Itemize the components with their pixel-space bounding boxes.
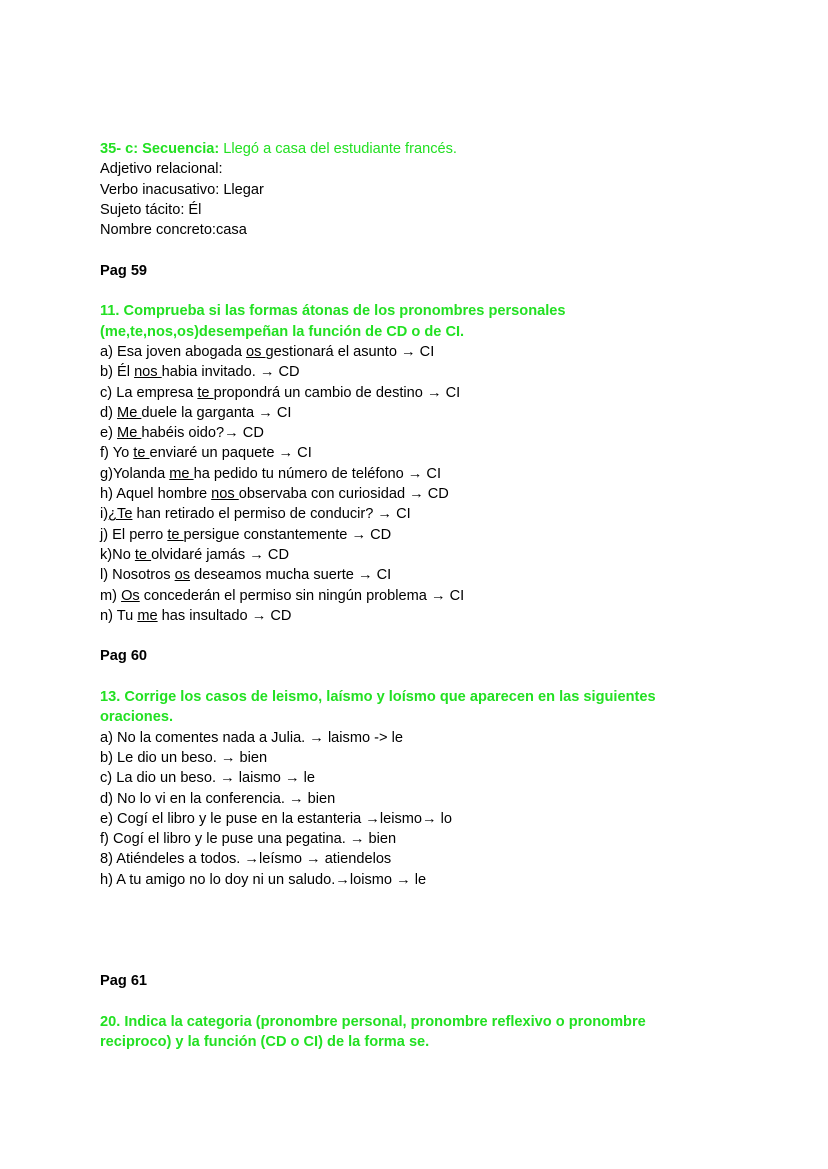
pronoun: te: [167, 526, 184, 543]
pronoun: me: [137, 607, 158, 624]
pronoun: Me: [117, 425, 142, 442]
page-label-61: Pag 61: [100, 973, 148, 990]
exercise-20-title-cont: reciproco) y la función (CD o CI) de la forma se.: [100, 1034, 430, 1051]
pronoun: ¿Te: [108, 506, 133, 523]
document-page: [100, 139, 800, 1052]
list-item: m) Os concederán el permiso sin ningún problema → CI: [100, 587, 465, 604]
list-item: f) Cogí el libro y le puse una pegatina. → bien: [100, 831, 397, 848]
pronoun: te: [197, 384, 214, 401]
pronoun: nos: [134, 364, 162, 381]
list-item: b) Él nos habia invitado. → CD: [100, 364, 300, 381]
page-label-59: Pag 59: [100, 262, 148, 279]
analysis-line: Adjetivo relacional:: [100, 161, 223, 178]
list-item: d) No lo vi en la conferencia. → bien: [100, 790, 336, 807]
pronoun: os: [246, 343, 266, 360]
analysis-line: Verbo inacusativo: Llegar: [100, 181, 264, 198]
list-item: d) Me duele la garganta → CI: [100, 404, 292, 421]
exercise-11-title: 11. Comprueba si las formas átonas de los pronombres personales: [100, 303, 566, 320]
pronoun: te: [133, 445, 150, 462]
list-item: e) Cogí el libro y le puse en la estanteria →leismo→ lo: [100, 810, 453, 827]
exercise-13-title: 13. Corrige los casos de leismo, laísmo y loísmo que aparecen en las siguientes: [100, 689, 656, 706]
list-item: g)Yolanda me ha pedido tu número de teléfono → CI: [100, 465, 442, 482]
pronoun: Os: [121, 587, 140, 604]
section-35-heading: [100, 139, 800, 159]
exercise-13-list: [100, 728, 800, 890]
pronoun: os: [174, 567, 191, 584]
pronoun: nos: [211, 486, 239, 503]
list-item: h) Aquel hombre nos observaba con curiosidad → CD: [100, 486, 449, 503]
exercise-11-title-cont: (me,te,nos,os)desempeñan la función de CD o de CI.: [100, 323, 465, 340]
list-item: e) Me habéis oido?→ CD: [100, 425, 264, 442]
exercise-11-list: [100, 342, 800, 626]
list-item: h) A tu amigo no lo doy ni un saludo.→loismo → le: [100, 871, 427, 888]
page-label-60: Pag 60: [100, 648, 148, 665]
pronoun: Me: [117, 404, 142, 421]
pronoun: te: [134, 546, 152, 563]
list-item: n) Tu me has insultado → CD: [100, 607, 292, 624]
analysis-line: Nombre concreto:casa: [100, 222, 247, 239]
list-item: k)No te olvidaré jamás → CD: [100, 546, 289, 563]
list-item: f) Yo te enviaré un paquete → CI: [100, 445, 312, 462]
list-item: c) La empresa te propondrá un cambio de destino → CI: [100, 384, 461, 401]
list-item: c) La dio un beso. → laismo → le: [100, 770, 315, 787]
list-item: i)¿Te han retirado el permiso de conducir? → CI: [100, 506, 411, 523]
section-35-sentence: Llegó a casa del estudiante francés.: [219, 141, 457, 157]
list-item: l) Nosotros os deseamos mucha suerte → CI: [100, 567, 392, 584]
section-35-label: 35- c: Secuencia:: [100, 141, 220, 157]
list-item: j) El perro te persigue constantemente → CD: [100, 526, 392, 543]
list-item: a) No la comentes nada a Julia. → laismo -> le: [100, 729, 403, 746]
list-item: a) Esa joven abogada os gestionará el asunto → CI: [100, 343, 435, 360]
exercise-20-title: 20. Indica la categoria (pronombre personal, pronombre reflexivo o pronombre: [100, 1013, 646, 1030]
list-item: 8) Atiéndeles a todos. →leísmo → atiendelos: [100, 851, 392, 868]
exercise-13-title-cont: oraciones.: [100, 709, 173, 726]
analysis-line: Sujeto tácito: Él: [100, 201, 202, 218]
pronoun: me: [169, 465, 194, 482]
list-item: b) Le dio un beso. → bien: [100, 749, 268, 766]
